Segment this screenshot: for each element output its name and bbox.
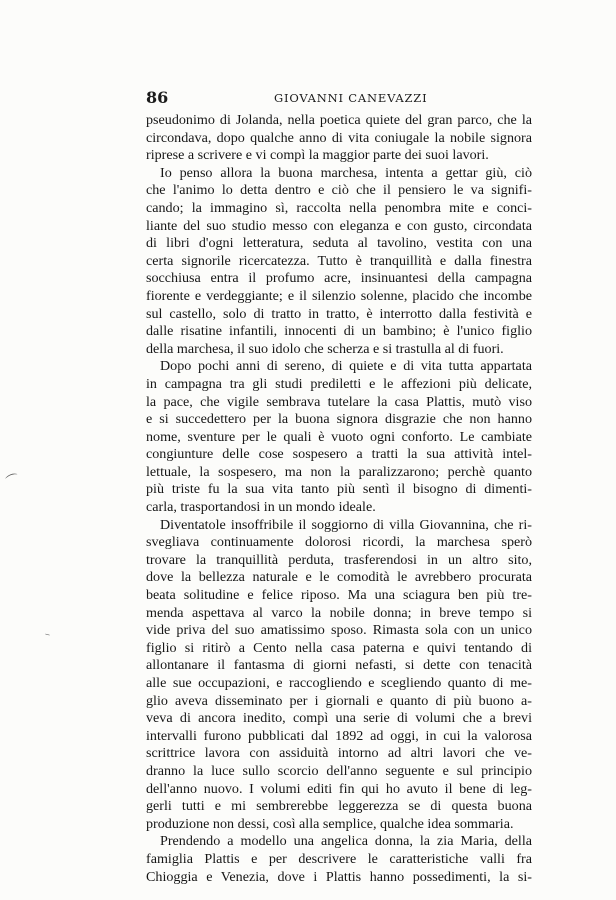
text-line: e si succedettero per la buona signora disgrazie che non hanno: [146, 411, 532, 428]
text-line: Chioggia e Venezia, dove i Plattis hanno possedimenti, la si-: [146, 868, 532, 885]
margin-pencil-mark: ⌒: [4, 472, 22, 491]
text-line: dove la bellezza naturale e le comodità le avrebbero procurata: [146, 569, 532, 586]
text-line: figlio si ritirò a Cento nella casa paterna e quivi tentando di: [146, 639, 532, 656]
text-line: lettuale, la sospesero, ma non la paralizzarono; perchè quanto: [146, 463, 532, 480]
text-line: fiorente e verdeggiante; e il silenzio solenne, placido che incombe: [146, 287, 532, 304]
text-line: intervalli furono pubblicati dal 1892 ad oggi, in cui la valorosa: [146, 727, 532, 744]
text-line: Diventatole insoffribile il soggiorno di villa Giovannina, che ri-: [160, 516, 532, 533]
text-line: carla, trasportandosi in un mondo ideale.: [146, 499, 376, 516]
text-line: che l'animo lo detta dentro e ciò che il pensiero le va signifi-: [146, 182, 532, 199]
text-line: allontanare il fantasma di giorni nefasti, si dette con tenacità: [146, 657, 532, 674]
text-line: liante del suo studio messo con eleganza e con gusto, circondata: [146, 217, 532, 234]
page-number: 86: [146, 88, 169, 107]
text-line: di libri d'ogni letteratura, seduta al tavolino, vestita con una: [146, 235, 532, 252]
text-line: Dopo pochi anni di sereno, di quiete e di vita tutta appartata: [160, 358, 532, 375]
text-line: Prendendo a modello una angelica donna, la zia Maria, della: [160, 833, 532, 850]
text-line: cando; la immagino sì, raccolta nella penombra mite e conci-: [146, 199, 532, 216]
text-line: dranno la luce sullo scorcio dell'anno seguente e sul principio: [146, 762, 532, 779]
text-line: congiunture delle cose sospesero a tratti la sua attività intel-: [146, 446, 532, 463]
text-line: nome, sventure per le quali è vuoto ogni conforto. Le cambiate: [146, 428, 532, 445]
text-line: socchiusa entra il profumo acre, insinuantesi della campagna: [146, 270, 532, 287]
text-line: svegliava continuamente dolorosi ricordi, la marchesa sperò: [146, 534, 532, 551]
text-line: la pace, che vigile sembrava tutelare la casa Plattis, mutò viso: [146, 393, 532, 410]
text-line: riprese a scrivere e vi compì la maggior parte dei suoi lavori.: [146, 147, 489, 164]
text-line: alle sue occupazioni, e raccogliendo e scegliendo quanto di me-: [146, 675, 532, 691]
text-line: gerli tutti e mi sembrerebbe leggerezza se di questa buona: [146, 798, 532, 815]
text-line: glio aveva disseminato per i giornali e quanto di più buono a-: [146, 692, 532, 709]
margin-pencil-mark: ⁻: [42, 629, 52, 644]
text-line: sul castello, solo di tratto in tratto, è interrotto dalla festività e: [146, 305, 532, 322]
text-line: beata solitudine e felice riposo. Ma una sciagura ben più tre-: [146, 587, 532, 604]
text-line: circondava, dopo qualche anno di vita coniugale la nobile signora: [146, 129, 532, 146]
text-line: menda aspettava al varco la nobile donna; in breve tempo si: [146, 604, 532, 621]
text-line: vide priva del suo amatissimo sposo. Rimasta sola con un unico: [146, 622, 532, 639]
text-line: scrittrice lavora con assiduità intorno ad altri lavori che ve-: [146, 745, 532, 762]
text-line: dalle risatine infantili, innocenti di un bambino; è l'unico figlio: [146, 323, 532, 340]
text-line: produzione non dessi, così alla semplice, qualche idea sommaria.: [146, 815, 514, 832]
text-line: dell'anno nuovo. I volumi editi fin qui ho avuto il bene di leg-: [146, 780, 532, 797]
running-head: GIOVANNI CANEVAZZI: [274, 91, 428, 105]
page-header: [146, 88, 534, 106]
text-line: Io penso allora la buona marchesa, intenta a gettar giù, ciò: [160, 164, 532, 181]
text-line: più triste fu la sua vita tanto più sentì il bisogno di dimenti-: [146, 481, 532, 498]
body-text: [146, 112, 532, 886]
text-line: trovare la tranquillità perduta, trasferendosi in un altro sito,: [146, 551, 532, 568]
text-line: certa signorile ricercatezza. Tutto è tranquillità e dalla finestra: [146, 252, 532, 269]
text-line: famiglia Plattis e per descrivere le caratteristiche valli fra: [146, 850, 532, 867]
text-line: pseudonimo di Jolanda, nella poetica quiete del gran parco, che la: [146, 112, 532, 128]
text-line: in campagna tra gli studi prediletti e le affezioni più delicate,: [146, 375, 532, 392]
text-line: della marchesa, il suo idolo che scherza e si trastulla al di fuori.: [146, 340, 504, 357]
text-line: veva di ancora inedito, compì una serie di volumi che a brevi: [146, 710, 532, 727]
